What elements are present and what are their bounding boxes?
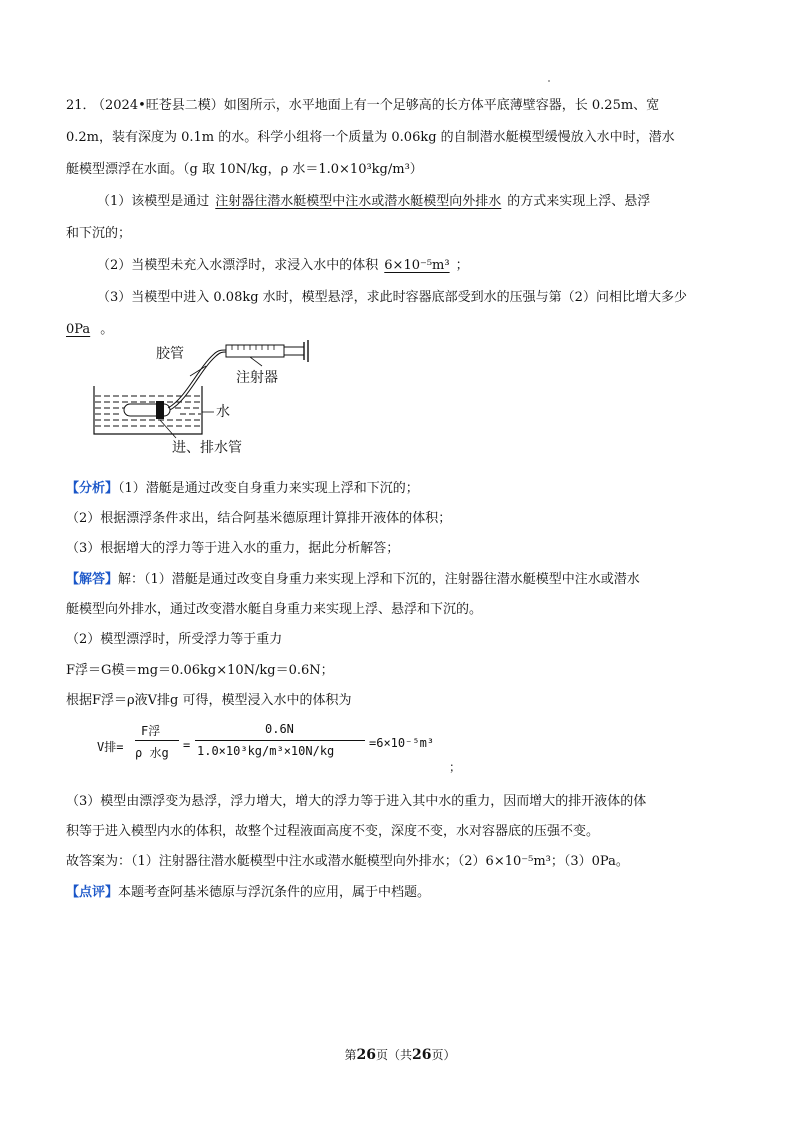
question-line-1	[92, 97, 659, 115]
footer-mid: 页（共	[375, 1048, 412, 1062]
solution-line-6: （3）模型由漂浮变为悬浮，浮力增大，增大的浮力等于进入其中水的重力，因而增大的排开液体的体	[66, 794, 647, 809]
comment-text: 本题考查阿基米德原与浮沉条件的应用，属于中档题。	[118, 885, 431, 900]
solution-line-5: 根据F浮＝ρ液V排g 可得，模型浸入水中的体积为	[66, 693, 352, 708]
part1-prefix: （1）该模型是通过	[97, 194, 210, 209]
analysis-line-1	[66, 480, 419, 498]
formula-denominator-1: ρ 水g	[135, 746, 169, 760]
formula-denominator-2: 1.0×10³kg/m³×10N/kg	[197, 744, 335, 758]
footer-post: 页）	[431, 1048, 456, 1062]
submarine-valve	[156, 401, 164, 419]
syringe-plunger	[284, 347, 304, 355]
syringe-barrel	[226, 345, 284, 357]
label-tube: 胶管	[156, 346, 184, 362]
analysis-line-2: （2）根据漂浮条件求出，结合阿基米德原理计算排开液体的体积；	[66, 511, 452, 526]
formula-numerator-1: F浮	[141, 724, 161, 738]
part2-suffix: ；	[455, 258, 469, 273]
part3-answer: 0Pa	[66, 322, 91, 337]
solution-line-3: （2）模型漂浮时，所受浮力等于重力	[66, 632, 283, 647]
formula-lhs: V排=	[97, 740, 124, 754]
formula-equals: =	[183, 738, 191, 752]
fraction-bar-2	[195, 740, 365, 741]
analysis-tag: 【分析】	[66, 481, 119, 496]
part2-prefix: （2）当模型未充入水漂浮时，求浸入水中的体积	[97, 258, 379, 273]
formula-result: =6×10⁻⁵m³	[369, 736, 435, 750]
part1-answer: 注射器往潜水艇模型中注水或潜水艇模型向外排水	[215, 194, 502, 209]
label-water: 水	[216, 404, 230, 420]
solution-line-8: 故答案为：（1）注射器往潜水艇模型中注水或潜水艇模型向外排水；（2）6×10⁻⁵m³；（3）0Pa。	[66, 854, 629, 869]
fraction-bar-1	[135, 740, 179, 741]
solution-line-7: 积等于进入模型内水的体积，故整个过程液面高度不变，深度不变，水对容器底的压强不变。	[66, 824, 600, 839]
solution-text-1: 解：（1）潜艇是通过改变自身重力来实现上浮和下沉的，注射器往潜水艇模型中注水或潜水	[118, 572, 640, 587]
part1-continuation: 和下沉的；	[66, 226, 132, 241]
part1-line	[97, 193, 650, 211]
solution-line-1	[66, 571, 640, 589]
part2-answer: 6×10⁻⁵m³	[384, 258, 450, 273]
part3-answer-line	[66, 321, 113, 339]
comment-line	[66, 884, 430, 902]
part3-line: （3）当模型中进入 0.08kg 水时，模型悬浮，求此时容器底部受到水的压强与第（2）问相比增大多少	[97, 290, 687, 305]
part3-suffix: 。	[100, 322, 114, 337]
part1-suffix: 的方式来实现上浮、悬浮	[507, 194, 651, 209]
scan-dot	[548, 80, 550, 82]
solution-tag: 【解答】	[66, 572, 119, 587]
analysis-line-3: （3）根据增大的浮力等于进入水的重力，据此分析解答；	[66, 541, 400, 556]
part2-line	[97, 257, 469, 275]
question-line-2: 0.2m，装有深度为 0.1m 的水。科学小组将一个质量为 0.06kg 的自制潜水艇模型缓慢放入水中时，潜水	[66, 130, 675, 145]
page-footer	[0, 1046, 800, 1063]
footer-total-pages: 26	[412, 1047, 432, 1063]
formula-semicolon: ；	[449, 760, 462, 774]
analysis-text-1: （1）潜艇是通过改变自身重力来实现上浮和下沉的；	[118, 481, 419, 496]
question-source: （2024•旺苍县二模）	[92, 98, 224, 113]
label-syringe: 注射器	[236, 370, 278, 386]
question-line-3: 艇模型漂浮在水面。（g 取 10N/kg，ρ 水＝1.0×10³kg/m³）	[66, 162, 423, 177]
solution-line-4: F浮＝G模＝mg＝0.06kg×10N/kg＝0.6N；	[66, 663, 334, 678]
comment-tag: 【点评】	[66, 885, 119, 900]
footer-pre: 第	[344, 1048, 357, 1062]
solution-line-2: 艇模型向外排水，通过改变潜水艇自身重力来实现上浮、悬浮和下沉的。	[66, 602, 483, 617]
question-number: 21．	[66, 98, 96, 113]
label-pipe: 进、排水管	[172, 440, 242, 456]
footer-page-number: 26	[356, 1047, 376, 1063]
formula-numerator-2: 0.6N	[265, 722, 294, 736]
question-text-1: 如图所示，水平地面上有一个足够高的长方体平底薄壁容器，长 0.25m、宽	[223, 98, 660, 113]
volume-formula	[97, 722, 497, 778]
